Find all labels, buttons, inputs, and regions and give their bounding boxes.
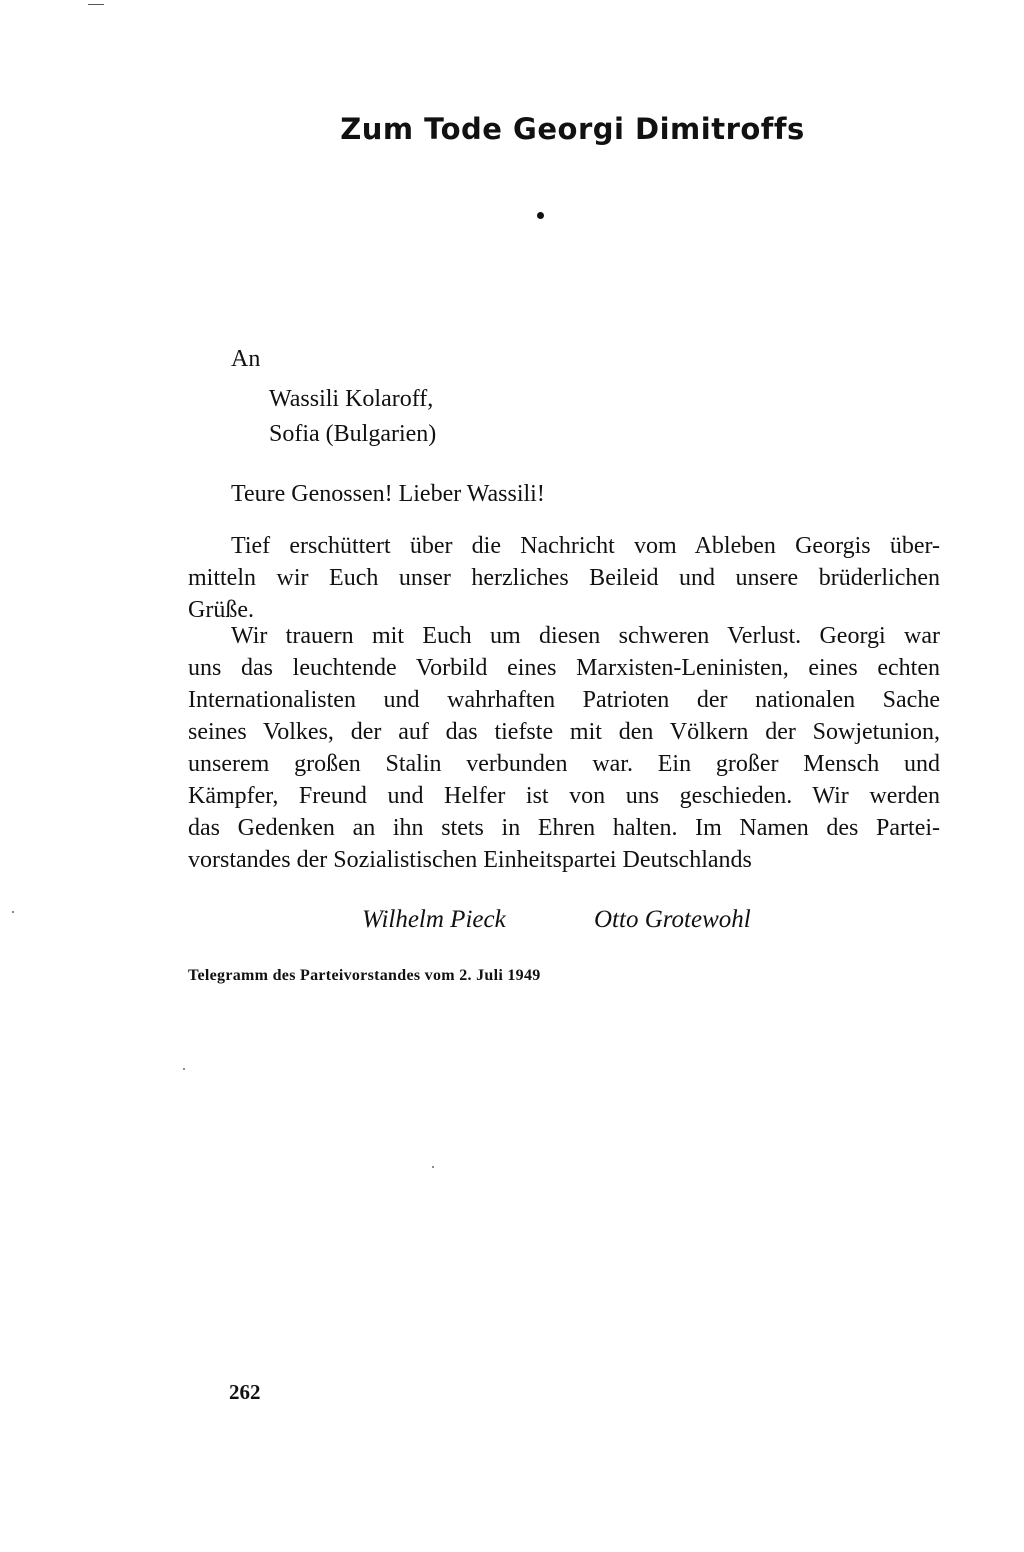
paragraph-line: vorstandes der Sozialistischen Einheitspartei Deutschlands <box>188 847 752 873</box>
page-edge-mark <box>88 4 104 5</box>
paragraph-line: das Gedenken an ihn stets in Ehren halten. Im Namen des Partei- <box>188 815 940 841</box>
address-place: Sofia (Bulgarien) <box>269 421 437 447</box>
paragraph-line: Tief erschüttert über die Nachricht vom Ableben Georgis über- <box>231 533 940 559</box>
address-to: An <box>231 346 261 372</box>
address-name: Wassili Kolaroff, <box>269 386 434 412</box>
paragraph-line: Wir trauern mit Euch um diesen schweren Verlust. Georgi war <box>231 623 940 649</box>
page-title: Zum Tode Georgi Dimitroffs <box>340 112 805 146</box>
paragraph-line: uns das leuchtende Vorbild eines Marxisten-Leninisten, eines echten <box>188 655 940 681</box>
paragraph-line: seines Volkes, der auf das tiefste mit den Völkern der Sowjetunion, <box>188 719 940 745</box>
paper-speck <box>183 1068 185 1070</box>
paragraph-line: mitteln wir Euch unser herzliches Beileid und unsere brüderlichen <box>188 565 940 591</box>
source-note: Telegramm des Parteivorstandes vom 2. Juli 1949 <box>188 967 541 984</box>
paragraph-line: Kämpfer, Freund und Helfer ist von uns geschieden. Wir werden <box>188 783 940 809</box>
ornament-dot <box>537 212 544 219</box>
signature-pieck: Wilhelm Pieck <box>362 906 506 933</box>
signature-grotewohl: Otto Grotewohl <box>594 906 751 933</box>
paragraph-line: Grüße. <box>188 597 254 623</box>
page-number: 262 <box>229 1380 261 1404</box>
paper-speck <box>432 1166 434 1168</box>
salutation: Teure Genossen! Lieber Wassili! <box>231 481 545 507</box>
paragraph-line: unserem großen Stalin verbunden war. Ein großer Mensch und <box>188 751 940 777</box>
paragraph-line: Internationalisten und wahrhaften Patrioten der nationalen Sache <box>188 687 940 713</box>
paper-speck <box>12 911 14 913</box>
